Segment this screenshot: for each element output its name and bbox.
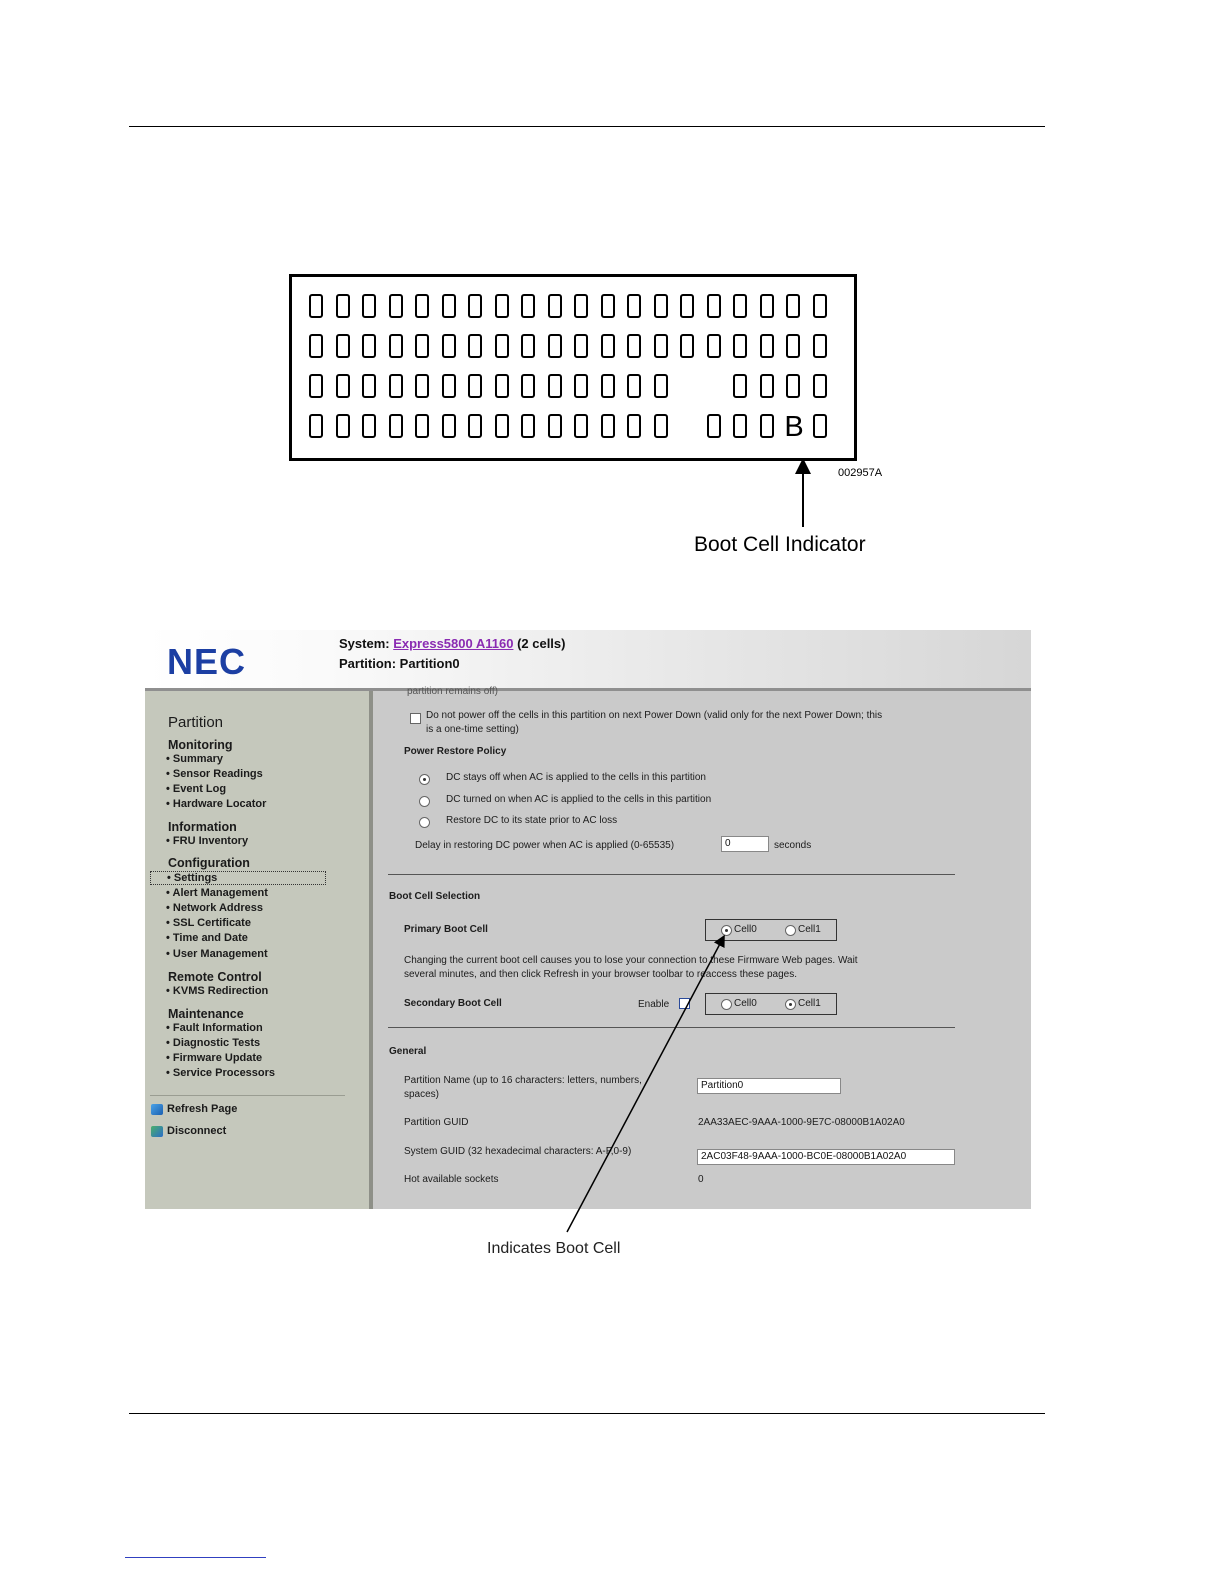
disconnect-link[interactable]: Disconnect	[167, 1125, 227, 1137]
partition-name-input[interactable]: Partition0	[697, 1078, 841, 1094]
sidebar-item-settings[interactable]: • Settings	[150, 871, 326, 885]
enable-label: Enable	[638, 999, 670, 1010]
secondary-cell1-label: Cell1	[798, 998, 821, 1009]
general-heading: General	[389, 1046, 427, 1057]
sidebar-item-fru-inventory[interactable]: • FRU Inventory	[166, 835, 249, 847]
sidebar-item-service-processors[interactable]: • Service Processors	[166, 1067, 276, 1080]
partition-name-label-1: Partition Name (up to 16 characters: letters, numbers,	[404, 1075, 642, 1086]
secondary-cell0-label: Cell0	[734, 998, 757, 1009]
partition-name-label-2: spaces)	[404, 1089, 440, 1100]
sidebar-item-event-log[interactable]: • Event Log	[166, 783, 227, 796]
sidebar-item-kvms-redirection[interactable]: • KVMS Redirection	[166, 985, 269, 997]
boot-cell-heading: Boot Cell Selection	[389, 891, 481, 902]
boot-cell-indicator-label: Boot Cell Indicator	[694, 533, 866, 556]
hot-sockets-label: Hot available sockets	[404, 1174, 499, 1185]
sidebar-item-diagnostic-tests[interactable]: • Diagnostic Tests	[166, 1037, 261, 1050]
boot-warning-1: Changing the current boot cell causes you to lose your connection to these Firmware Web pages. Wait	[404, 955, 858, 966]
boot-cell-marker: B	[784, 411, 804, 443]
sidebar-item-user-management[interactable]: • User Management	[166, 947, 268, 960]
no-power-off-label-1: Do not power off the cells in this partition on next Power Down (valid only for the next Power Down; this	[426, 710, 883, 721]
sidebar-section-heading: Configuration	[168, 856, 250, 870]
delay-input[interactable]: 0	[721, 836, 769, 852]
hot-sockets-value: 0	[698, 1174, 704, 1185]
boot-warning-2: several minutes, and then click Refresh in your browser toolbar to reaccess these pages.	[404, 969, 797, 980]
sidebar-item-summary[interactable]: • Summary	[166, 753, 224, 765]
sidebar-item-time-and-date[interactable]: • Time and Date	[166, 932, 248, 945]
indicates-boot-cell-arrow	[567, 940, 722, 1232]
primary-cell1-label: Cell1	[798, 924, 821, 935]
partition-line: Partition: Partition0	[339, 656, 460, 671]
indicates-boot-cell-label: Indicates Boot Cell	[487, 1240, 621, 1257]
figure-id: 002957A	[838, 467, 883, 479]
system-cells: (2 cells)	[517, 636, 566, 651]
no-power-off-label-2: is a one-time setting)	[426, 724, 519, 735]
sidebar-section-heading: Monitoring	[168, 738, 233, 752]
restore-option-1-label: DC turned on when AC is applied to the cells in this partition	[446, 794, 712, 805]
sidebar-item-network-address[interactable]: • Network Address	[166, 902, 263, 915]
power-restore-heading: Power Restore Policy	[404, 746, 507, 757]
sidebar-section-heading: Information	[168, 820, 237, 834]
sidebar-title: Partition	[168, 714, 224, 731]
sidebar-item-ssl-certificate[interactable]: • SSL Certificate	[166, 917, 251, 930]
cut-off-text: partition remains off)	[407, 686, 498, 697]
sidebar-item-hardware-locator[interactable]: • Hardware Locator	[166, 798, 267, 811]
restore-option-2-label: Restore DC to its state prior to AC loss	[446, 815, 618, 826]
primary-boot-label: Primary Boot Cell	[404, 924, 488, 935]
sidebar-section-heading: Remote Control	[168, 970, 262, 984]
system-link[interactable]: Express5800 A1160	[393, 636, 514, 651]
sidebar-item-alert-management[interactable]: • Alert Management	[166, 887, 268, 900]
partition-guid-value: 2AA33AEC-9AAA-1000-9E7C-08000B1A02A0	[698, 1117, 905, 1128]
sidebar-item-sensor-readings[interactable]: • Sensor Readings	[166, 768, 263, 781]
nec-logo: NEC	[167, 641, 247, 682]
partition-guid-label: Partition GUID	[404, 1117, 469, 1128]
system-guid-label: System GUID (32 hexadecimal characters: A-F,0-9)	[404, 1146, 632, 1157]
system-label: System:	[339, 636, 390, 651]
secondary-boot-label: Secondary Boot Cell	[404, 998, 502, 1009]
system-guid-input[interactable]: 2AC03F48-9AAA-1000-BC0E-08000B1A02A0	[697, 1149, 955, 1165]
refresh-page-link[interactable]: Refresh Page	[167, 1103, 238, 1115]
delay-label: Delay in restoring DC power when AC is applied (0-65535)	[415, 840, 675, 851]
primary-cell0-label: Cell0	[734, 924, 757, 935]
sidebar-item-firmware-update[interactable]: • Firmware Update	[166, 1052, 263, 1065]
delay-unit: seconds	[774, 840, 812, 851]
sidebar-item-fault-information[interactable]: • Fault Information	[166, 1022, 263, 1034]
restore-option-0-label: DC stays off when AC is applied to the cells in this partition	[446, 772, 706, 783]
sidebar-section-heading: Maintenance	[168, 1007, 244, 1021]
